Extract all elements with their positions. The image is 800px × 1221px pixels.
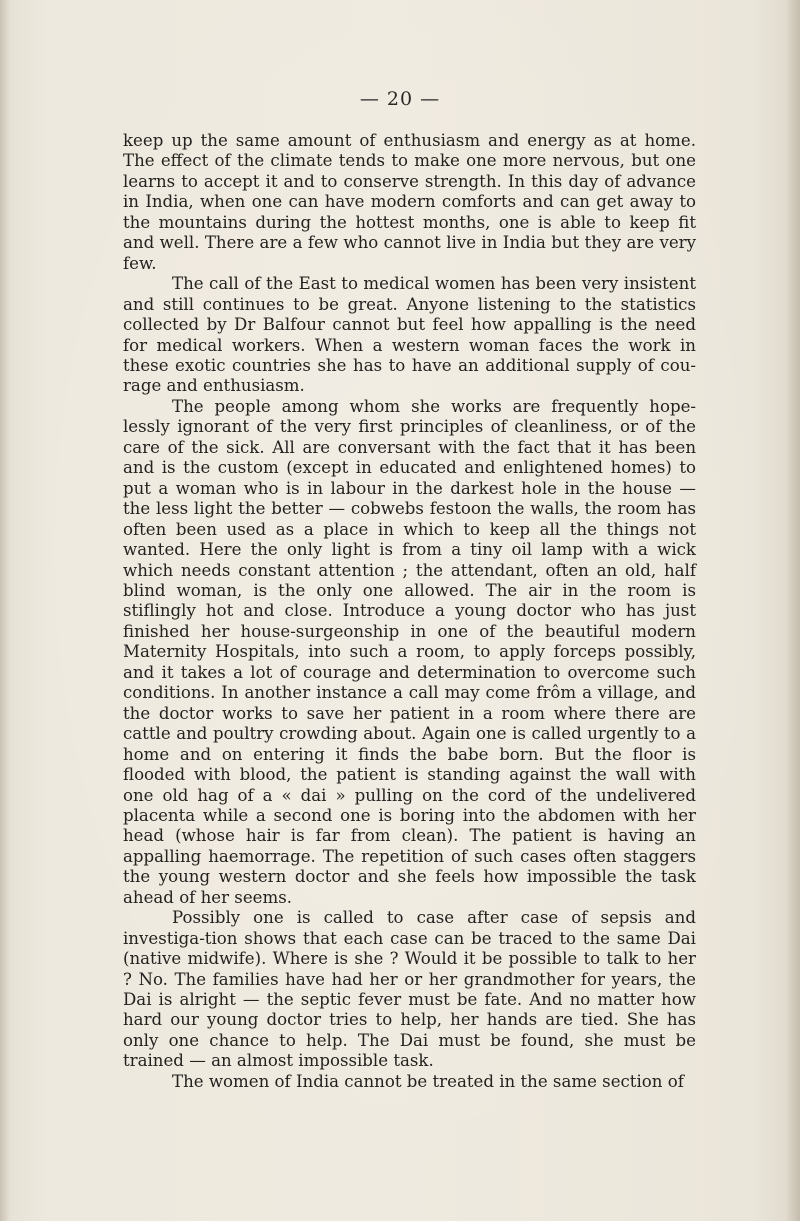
paragraph-2: The call of the East to medical women has been very insistent and still continues to be great. Anyone listening to the statistics collected by Dr Balfour cannot but feel how appalling is the need for medical workers. When a western woman faces the work in these exotic countries she has to have an additional supply of cou-rage and enthusiasm. (123, 274, 696, 396)
paragraph-3: The people among whom she works are frequently hope-lessly ignorant of the very first principles of cleanliness, or of the care of the sick. All are conversant with the fact that it has been and is the custom (except in educated and enlightened homes) to put a woman who is in labour in the darkest hole in the house — the less light the better — cobwebs festoon the walls, the room has often been used as a place in which to keep all the things not wanted. Here the only light is from a tiny oil lamp with a wick which needs constant attention ; the attendant, often an old, half blind woman, is the only one allowed. The air in the room is stiflingly hot and close. Introduce a young doctor who has just finished her house-surgeonship in one of the beautiful modern Maternity Hospitals, into such a room, to apply forceps possibly, and it takes a lot of courage and determination to overcome such conditions. In another instance a call may come frôm a village, and the doctor works to save her patient in a room where there are cattle and poultry crowding about. Again one is called urgently to a home and on entering it finds the babe born. But the floor is flooded with blood, the patient is standing against the wall with one old hag of a « dai » pulling on the cord of the undelivered placenta while a second one is boring into the abdomen with her head (whose hair is far from clean). The patient is having an appalling haemorrage. The repetition of such cases often staggers the young western doctor and she feels how impossible the task ahead of her seems. (123, 396, 696, 907)
paragraph-1: keep up the same amount of enthusiasm and energy as at home. The effect of the climate tends to make one more nervous, but one learns to accept it and to conserve strength. In this day of advance in India, when one can have modern comforts and can get away to the mountains during the hottest months, one is able to keep fit and well. There are a few who cannot live in India but they are very few. (123, 131, 696, 273)
paragraph-4: Possibly one is called to case after case of sepsis and investiga-tion shows that each case can be traced to the same Dai (native midwife). Where is she ? Would it be possible to talk to her ? No. The families have had her or her grandmother for years, the Dai is alright — the septic fever must be fate. And no matter how hard our young doctor tries to help, her hands are tied. She has only one chance to help. The Dai must be found, she must be trained — an almost impossible task. (123, 908, 696, 1071)
page-right-edge-shadow (786, 0, 800, 1221)
paragraph-5: The women of India cannot be treated in the same section of (172, 1071, 684, 1091)
page-left-edge-shadow (0, 0, 10, 1221)
page-number: — 20 — (359, 88, 441, 110)
body-text (123, 131, 696, 1092)
